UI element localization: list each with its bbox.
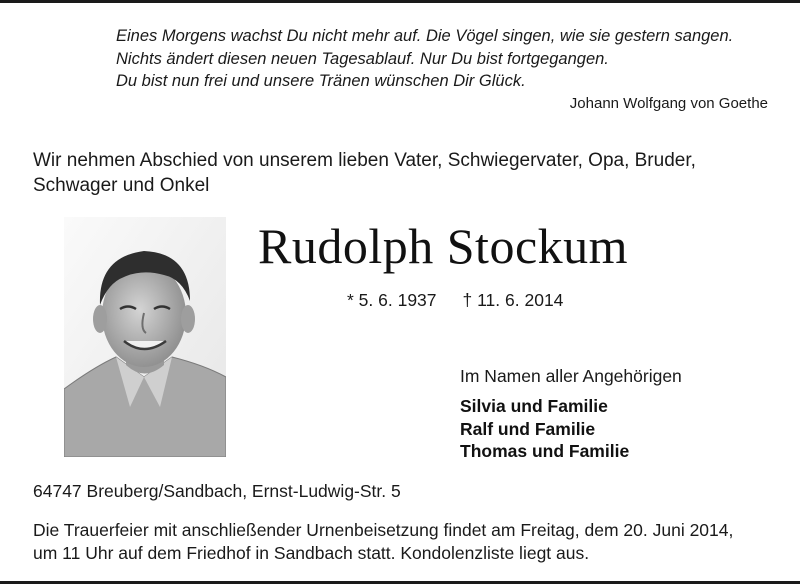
family-address: 64747 Breuberg/Sandbach, Ernst-Ludwig-Str. 5 — [33, 481, 401, 501]
deceased-name: Rudolph Stockum — [258, 218, 629, 274]
portrait-photo — [64, 217, 226, 457]
life-dates — [347, 290, 563, 311]
funeral-line: um 11 Uhr auf dem Friedhof in Sandbach statt. Kondolenzliste liegt aus. — [33, 543, 590, 563]
goethe-poem — [116, 25, 733, 93]
birth-date: * 5. 6. 1937 — [347, 290, 437, 310]
poem-line: Nichts ändert diesen neuen Tagesablauf. Nur Du bist fortgegangen. — [116, 49, 609, 68]
intro-line: Schwager und Onkel — [33, 175, 210, 196]
family-name: Silvia und Familie — [460, 396, 608, 416]
poem-line: Eines Morgens wachst Du nicht mehr auf. Die Vögel singen, wie sie gestern sangen. — [116, 27, 734, 45]
farewell-intro — [33, 148, 696, 198]
poem-author: Johann Wolfgang von Goethe — [569, 95, 768, 112]
funeral-line: Die Trauerfeier mit anschließender Urnenbeisetzung findet am Freitag, dem 20. Juni 2014, — [33, 520, 734, 540]
intro-line: Wir nehmen Abschied von unserem lieben Vater, Schwiegervater, Opa, Bruder, — [33, 150, 696, 171]
behalf-line: Im Namen aller Angehörigen — [460, 366, 682, 386]
death-date: † 11. 6. 2014 — [462, 290, 564, 310]
poem-line: Du bist nun frei und unsere Tränen wünschen Dir Glück. — [116, 72, 526, 90]
family-name: Thomas und Familie — [460, 441, 630, 461]
funeral-details — [33, 519, 733, 565]
family-name: Ralf und Familie — [460, 418, 596, 439]
mourner-families — [460, 395, 629, 463]
